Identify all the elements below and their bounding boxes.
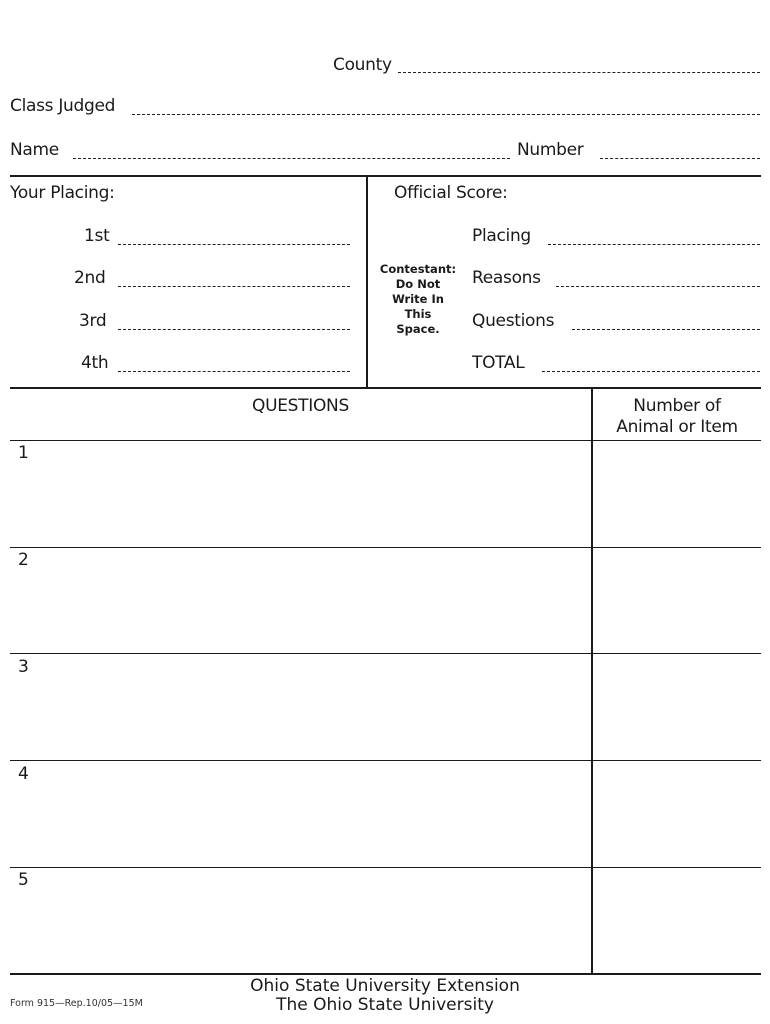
score-placing-label: Placing: [472, 226, 531, 246]
class-judged-label: Class Judged: [10, 96, 116, 116]
score-questions-label: Questions: [472, 311, 555, 331]
table-bottom-border: [10, 973, 761, 975]
form-code: Form 915—Rep.10/05—15M: [10, 998, 143, 1009]
footer-university: The Ohio State University: [276, 995, 494, 1015]
placing-4th-label: 4th: [81, 353, 109, 373]
score-placing-field[interactable]: [548, 244, 760, 245]
row-divider: [10, 867, 761, 868]
number-field[interactable]: [600, 158, 760, 159]
score-reasons-field[interactable]: [556, 286, 760, 287]
question-row-4-number: 4: [18, 764, 29, 784]
row-divider: [10, 547, 761, 548]
score-questions-field[interactable]: [572, 329, 760, 330]
your-placing-title: Your Placing:: [10, 183, 115, 203]
question-row-3-number: 3: [18, 657, 29, 677]
questions-column-header: QUESTIONS: [252, 396, 349, 416]
contestant-notice: Contestant: Do Not Write In This Space.: [379, 262, 457, 336]
placing-score-divider: [366, 176, 368, 389]
placing-3rd-label: 3rd: [79, 311, 107, 331]
questions-number-divider: [591, 389, 593, 974]
class-judged-field[interactable]: [132, 114, 760, 115]
table-header-border: [10, 440, 761, 441]
top-section-top-border: [10, 175, 761, 177]
official-score-title: Official Score:: [394, 183, 508, 203]
row-divider: [10, 760, 761, 761]
placing-2nd-label: 2nd: [74, 268, 106, 288]
score-reasons-label: Reasons: [472, 268, 541, 288]
question-row-1-number: 1: [18, 443, 29, 463]
score-total-label: TOTAL: [472, 353, 525, 373]
placing-3rd-field[interactable]: [118, 329, 350, 330]
name-field[interactable]: [73, 158, 510, 159]
question-row-5-number: 5: [18, 870, 29, 890]
score-total-field[interactable]: [542, 371, 760, 372]
placing-1st-label: 1st: [84, 226, 110, 246]
number-column-header: Number of Animal or Item: [616, 396, 738, 437]
footer-extension: Ohio State University Extension: [250, 976, 520, 996]
name-label: Name: [10, 140, 59, 160]
placing-4th-field[interactable]: [118, 371, 350, 372]
placing-1st-field[interactable]: [118, 244, 350, 245]
county-label: County: [333, 55, 392, 75]
county-field[interactable]: [398, 72, 760, 73]
question-row-2-number: 2: [18, 550, 29, 570]
row-divider: [10, 653, 761, 654]
placing-2nd-field[interactable]: [118, 286, 350, 287]
top-section-bottom-border: [10, 387, 761, 389]
number-label: Number: [517, 140, 584, 160]
